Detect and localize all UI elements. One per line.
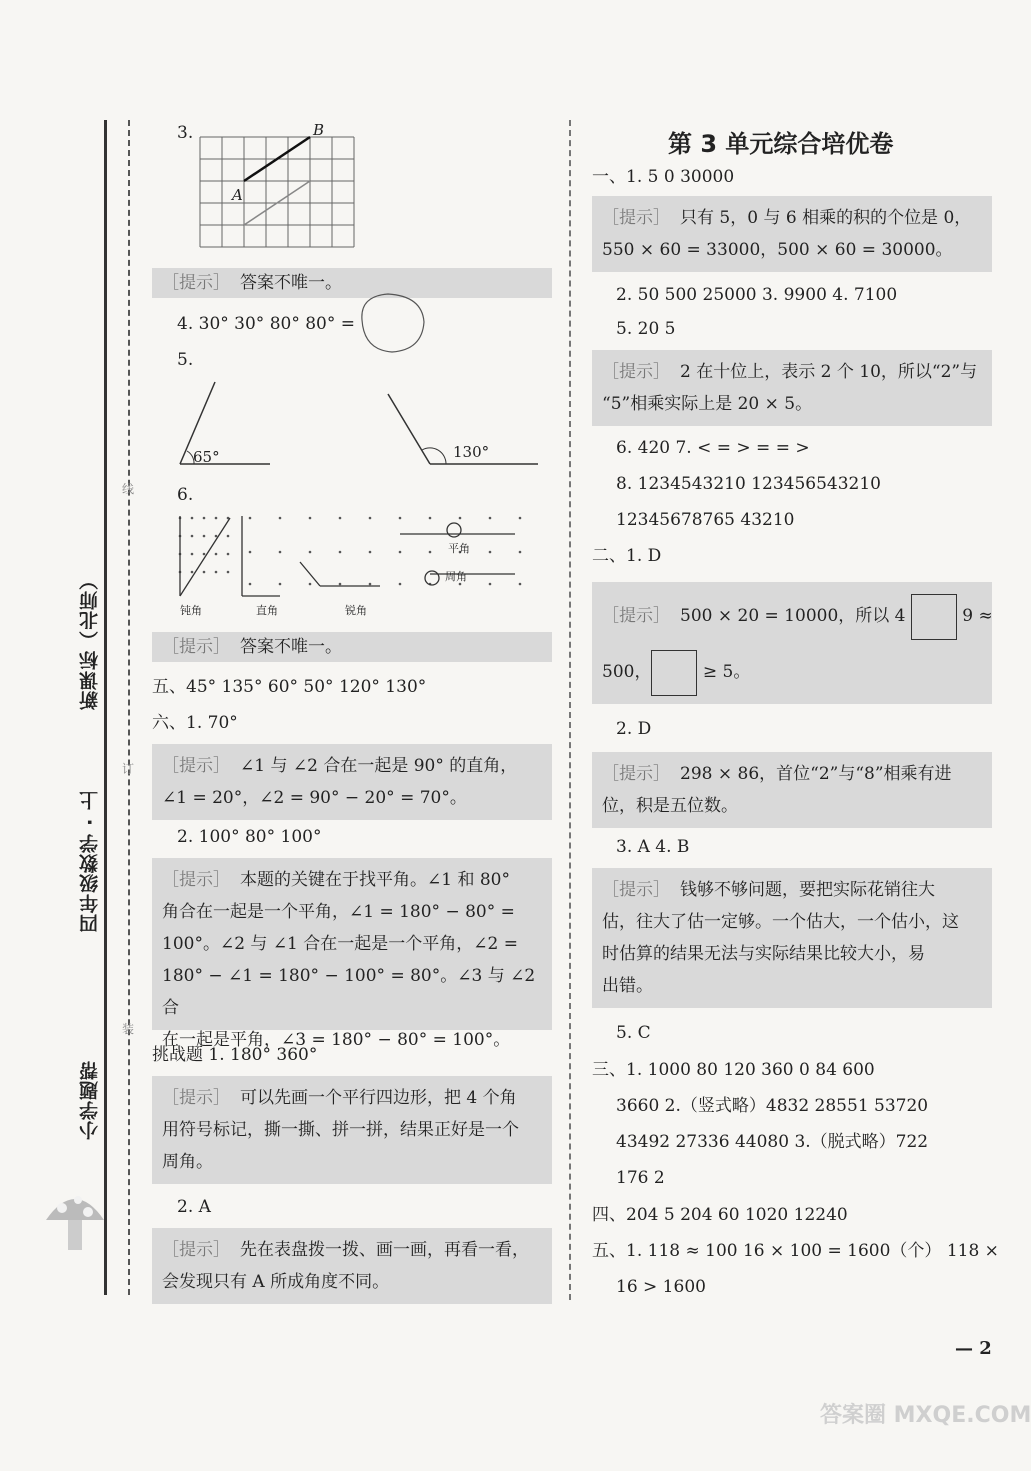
q3-grid-figure	[199, 117, 359, 255]
hint-text-line: 用符号标记，撕一撕、拼一拼，结果正好是一个	[162, 1120, 519, 1140]
q6-label-right: 直角	[256, 604, 278, 617]
hint-tag: ［提示］	[162, 273, 230, 293]
hint-text-line: “5”相乘实际上是 20 × 5。	[602, 394, 813, 414]
q3-label: 3.	[177, 123, 194, 143]
hint-text-line: 位，积是五位数。	[602, 796, 738, 816]
hint-tag: ［提示］	[162, 870, 230, 890]
blank-box	[651, 650, 697, 696]
hint-text-line: 2 在十位上，表示 2 个 10，所以“2”与	[680, 362, 978, 382]
q6-label-acute: 锐角	[345, 604, 367, 617]
hint-box-b	[592, 350, 992, 426]
hint-text-line: 会发现只有 A 所成角度不同。	[162, 1272, 390, 1292]
hint-tag: ［提示］	[602, 362, 670, 382]
part3-line1: 三、1. 1000 80 120 360 0 84 600	[592, 1060, 875, 1080]
grade-label: 四年级数学 · 上	[79, 790, 101, 934]
part1-q5: 5. 20 5	[616, 319, 676, 339]
hint-text-line: 550 × 60 = 33000，500 × 60 = 30000。	[602, 240, 953, 260]
hint-text-line: 180° − ∠1 = 180° − 100° = 80°。∠3 与 ∠2 合	[162, 966, 536, 1018]
part5-line2: 16 > 1600	[616, 1277, 706, 1297]
mushroom-logo-icon	[40, 1180, 110, 1260]
q5-angle-130: 130°	[453, 443, 490, 461]
hint-text-line: 先在表盘拨一拨、画一画，再看一看，	[240, 1240, 529, 1260]
part3-line3: 43492 27336 44080 3.（脱式略）722	[616, 1132, 929, 1152]
hint-tag: ［提示］	[602, 606, 670, 626]
part1-q2-4: 2. 50 500 25000 3. 9900 4. 7100	[616, 285, 898, 305]
blank-box	[911, 594, 957, 640]
hint-box-6	[152, 1228, 552, 1304]
hint-text: 500 × 20 = 10000，所以 4	[680, 606, 906, 626]
q6-label-full: 周角	[445, 570, 467, 583]
part1-q1: 一、1. 5 0 30000	[592, 167, 735, 187]
part1-q6-7: 6. 420 7. < = > = = >	[616, 438, 810, 458]
q5-angle-65: 65°	[193, 448, 220, 466]
part1-q8: 8. 1234543210 123456543210	[616, 474, 881, 494]
q6-label-obtuse: 钝角	[180, 604, 202, 617]
unit-title: 第 3 单元综合培优卷	[668, 130, 894, 158]
hint-tag: ［提示］	[162, 1088, 230, 1108]
hint-text: 答案不唯一。	[240, 273, 342, 293]
q3-point-b: B	[313, 121, 325, 139]
hint-tag: ［提示］	[162, 1240, 230, 1260]
part3-line4: 176 2	[616, 1168, 665, 1188]
hint-text: ≥ 5。	[702, 662, 751, 682]
q5-angle-figures	[170, 380, 550, 472]
hint-tag: ［提示］	[602, 764, 670, 784]
hint-text-line: 估，往大了估一定够。一个估大，一个估小，这	[602, 912, 959, 932]
hint-text-line: 角合在一起是一个平角，∠1 = 180° − 80° =	[162, 902, 515, 922]
hint-text-line: 出错。	[602, 976, 653, 996]
q4-answers: 4. 30° 30° 80° 80° =	[177, 314, 356, 334]
section-six-q2: 2. 100° 80° 100°	[177, 827, 322, 847]
part1-q8-cont: 12345678765 43210	[616, 510, 795, 530]
hint-box-5	[152, 1076, 552, 1184]
hint-text-line: ∠1 = 20°，∠2 = 90° − 20° = 70°。	[162, 788, 467, 808]
column-divider	[569, 120, 571, 1300]
hint-tag: ［提示］	[602, 880, 670, 900]
hint-tag: ［提示］	[162, 756, 230, 776]
hint-text-line: ∠1 与 ∠2 合在一起是 90° 的直角，	[240, 756, 518, 776]
scribble-stamp	[352, 290, 432, 356]
hint-text: 500，	[602, 662, 652, 682]
part2-q2: 2. D	[616, 719, 652, 739]
part4-answers: 四、204 5 204 60 1020 12240	[592, 1205, 848, 1225]
page-number: — 2	[955, 1338, 992, 1359]
edition-label: 新课标（北师）	[79, 570, 101, 710]
dashed-cut-line	[128, 120, 130, 1295]
hint-tag: ［提示］	[602, 208, 670, 228]
hint-text-line: 100°。∠2 与 ∠1 合在一起是一个平角，∠2 =	[162, 934, 518, 954]
hint-box-4	[152, 858, 552, 1050]
hint-box-3	[152, 744, 552, 820]
hint-text-line: 只有 5，0 与 6 相乘的积的个位是 0，	[680, 208, 972, 228]
hint-text: 答案不唯一。	[240, 637, 342, 657]
part2-q5: 5. C	[616, 1023, 651, 1043]
cut-mark-3: 线	[122, 482, 135, 496]
hint-text-line: 298 × 86，首位“2”与“8”相乘有进	[680, 764, 952, 784]
q5-label: 5.	[177, 350, 194, 370]
hint-text: 9 ≈	[962, 606, 993, 626]
part5-line1: 五、1. 118 ≈ 100 16 × 100 = 1600（个） 118 ×	[592, 1241, 999, 1261]
watermark: 答案圈 MXQE.COM	[820, 1403, 1031, 1428]
hint-tag: ［提示］	[162, 637, 230, 657]
hint-text-line: 可以先画一个平行四边形，把 4 个角	[240, 1088, 517, 1108]
challenge-q1: 挑战题 1. 180° 360°	[152, 1045, 318, 1065]
sidebar-rule	[104, 120, 107, 1295]
hint-box-a	[592, 196, 992, 272]
hint-box-2	[152, 632, 552, 662]
hint-text-line: 时估算的结果无法与实际结果比较大小，易	[602, 944, 925, 964]
hint-text-line: 钱够不够问题，要把实际花销往大	[680, 880, 935, 900]
q6-dot-grid-figure	[170, 512, 550, 612]
q6-label: 6.	[177, 485, 194, 505]
q3-point-a: A	[232, 186, 243, 204]
hint-box-d	[592, 752, 992, 828]
hint-box-c	[592, 582, 992, 704]
hint-text-line: 本题的关键在于找平角。∠1 和 80°	[240, 870, 510, 890]
brand-label: 小学题帮	[79, 1060, 101, 1140]
challenge-q2: 2. A	[177, 1197, 211, 1217]
part2-q1: 二、1. D	[592, 546, 662, 566]
hint-text-line: 周角。	[162, 1152, 213, 1172]
cut-mark-1: 装	[122, 1022, 135, 1036]
section-six-q1: 六、1. 70°	[152, 713, 238, 733]
part2-q3-4: 3. A 4. B	[616, 837, 690, 857]
cut-mark-2: 订	[122, 762, 135, 776]
q6-label-straight: 平角	[448, 542, 470, 555]
hint-text-line: 在一起是平角，∠3 = 180° − 80° = 100°。	[162, 1030, 511, 1050]
section-five-answers: 五、45° 135° 60° 50° 120° 130°	[152, 677, 427, 697]
hint-box-e	[592, 868, 992, 1008]
part3-line2: 3660 2.（竖式略）4832 28551 53720	[616, 1096, 929, 1116]
